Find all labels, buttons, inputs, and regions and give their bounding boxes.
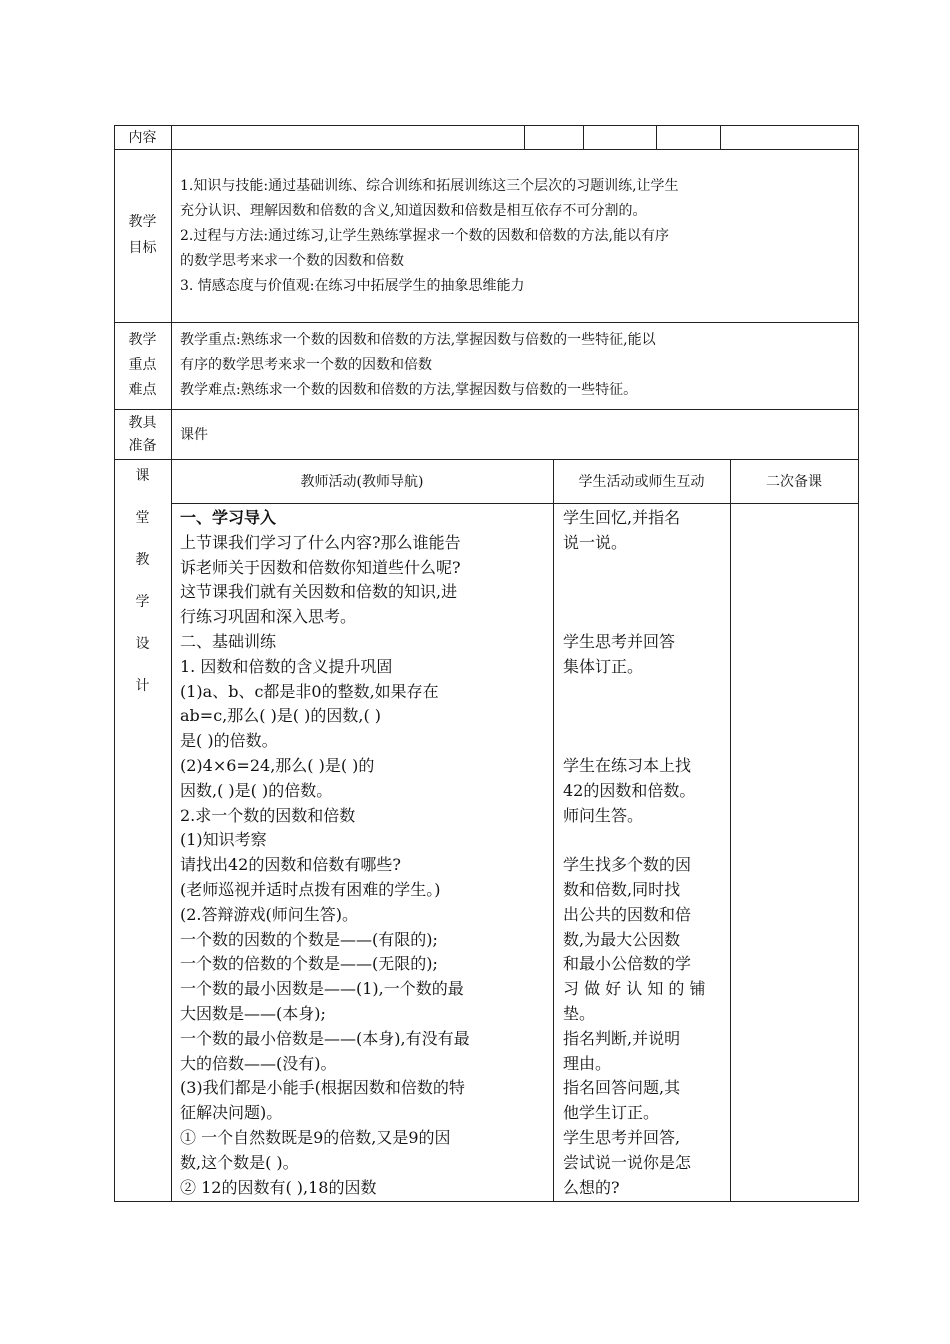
second-prep-header: 二次备课 [766, 474, 822, 490]
teacher-activity-line: 二、基础训练 [180, 632, 277, 651]
goals-line: 2.过程与方法:通过练习,让学生熟练掌握求一个数的因数和倍数的方法,能以有序 [180, 228, 669, 244]
table-col-divider [730, 459, 731, 1202]
teacher-activity-line: 一个数的倍数的个数是——(无限的); [180, 954, 438, 974]
teacher-activity-line: 一个数的最小因数是——(1),一个数的最 [180, 979, 464, 999]
teacher-activity-line: 一个数的因数的个数是——(有限的); [180, 929, 438, 949]
student-activity-line: 数和倍数,同时找 [563, 880, 681, 899]
student-activity-line: 数,为最大公因数 [563, 929, 681, 949]
student-activity-line: 么想的? [563, 1177, 620, 1197]
teacher-activity-line: (2.答辩游戏(师问生答)。 [180, 904, 358, 924]
teacher-activity-line: 行练习巩固和深入思考。 [180, 607, 357, 627]
student-activity-line: 学生思考并回答 [563, 632, 676, 651]
table-col-divider [524, 125, 525, 149]
student-activity-line: 学生回忆,并指名 [563, 508, 681, 527]
student-activity-line: 和最小公倍数的学 [563, 954, 692, 974]
design-label-char: 学 [135, 594, 150, 610]
goals-label-line2: 目标 [128, 240, 157, 256]
teacher-activity-line: 征解决问题)。 [180, 1103, 283, 1123]
student-activity-line: 他学生订正。 [563, 1103, 660, 1123]
teacher-activity-line: 大的倍数——(没有)。 [180, 1053, 337, 1073]
teacher-activity-line: (1)a、b、c都是非0的整数,如果存在 [180, 681, 439, 701]
teacher-activity-line: ① 一个自然数既是9的倍数,又是9的因 [180, 1128, 451, 1147]
table-row-divider [171, 503, 859, 504]
teacher-activity-line: 大因数是——(本身); [180, 1004, 326, 1023]
key-label-line2: 重点 [128, 357, 157, 373]
tools-value: 课件 [180, 427, 208, 443]
student-activity-line: 42的因数和倍数。 [563, 780, 696, 800]
table-row-divider [114, 409, 859, 410]
teacher-activity-line: (1)知识考察 [180, 830, 267, 850]
table-row-divider [114, 149, 859, 150]
key-label-line3: 难点 [128, 382, 157, 398]
teacher-activity-line: 这节课我们就有关因数和倍数的知识,进 [180, 582, 458, 602]
student-activity-header: 学生活动或师生互动 [578, 474, 705, 490]
teacher-activity-line: (2)4×6=24,那么( )是( )的 [180, 756, 375, 775]
key-line: 教学重点:熟练求一个数的因数和倍数的方法,掌握因数与倍数的一些特征,能以 [180, 332, 656, 348]
teacher-activity-line: 请找出42的因数和倍数有哪些? [180, 855, 401, 875]
student-activity-line: 集体订正。 [563, 656, 644, 676]
teacher-activity-line: 是( )的倍数。 [180, 731, 278, 751]
student-activity-line: 习 做 好 认 知 的 铺 [563, 979, 706, 999]
key-label-line1: 教学 [128, 332, 157, 348]
table-row-divider [114, 322, 859, 323]
key-line: 教学难点:熟练求一个数的因数和倍数的方法,掌握因数与倍数的一些特征。 [180, 382, 638, 398]
teacher-activity-line: 1. 因数和倍数的含义提升巩固 [180, 656, 393, 676]
student-activity-line: 学生在练习本上找 [563, 756, 692, 775]
teacher-activity-line: ② 12的因数有( ),18的因数 [180, 1177, 377, 1197]
teacher-activity-line: 上节课我们学习了什么内容?那么谁能告 [180, 532, 461, 552]
design-label-char: 设 [135, 636, 150, 652]
table-col-divider [656, 125, 657, 149]
student-activity-line: 说一说。 [563, 532, 628, 552]
teacher-activity-line: 一、学习导入 [180, 508, 277, 527]
teacher-activity-line: ab=c,那么( )是( )的因数,( ) [180, 706, 382, 726]
teacher-activity-line: 2.求一个数的因数和倍数 [180, 805, 356, 825]
table-border-left [114, 125, 115, 1202]
design-label-char: 堂 [135, 510, 150, 526]
design-label-char: 教 [135, 552, 150, 568]
student-activity-line: 学生思考并回答, [563, 1128, 681, 1147]
table-col-divider [720, 125, 721, 149]
student-activity-line: 理由。 [563, 1053, 612, 1073]
student-activity-line: 师问生答。 [563, 805, 644, 825]
teacher-activity-header: 教师活动(教师导航) [300, 474, 424, 490]
student-activity-line: 出公共的因数和倍 [563, 904, 692, 924]
student-activity-line: 学生找多个数的因 [563, 855, 692, 875]
design-label-char: 计 [135, 678, 150, 694]
table-col-divider [171, 125, 172, 1202]
tools-label-line2: 准备 [128, 438, 157, 454]
student-activity-line: 垫。 [563, 1004, 596, 1023]
teacher-activity-line: (老师巡视并适时点拨有困难的学生。) [180, 880, 441, 899]
teacher-activity-line: 一个数的最小倍数是——(本身),有没有最 [180, 1028, 470, 1048]
design-label-char: 课 [135, 468, 150, 484]
tools-label-line1: 教具 [128, 415, 157, 431]
table-border-top [114, 125, 859, 126]
table-row-divider [114, 459, 859, 460]
teacher-activity-line: 数,这个数是( )。 [180, 1152, 299, 1172]
teacher-activity-line: (3)我们都是小能手(根据因数和倍数的特 [180, 1078, 465, 1098]
student-activity-line: 指名回答问题,其 [563, 1078, 681, 1098]
student-activity-line: 指名判断,并说明 [563, 1028, 681, 1048]
table-col-divider [583, 125, 584, 149]
goals-line: 1.知识与技能:通过基础训练、综合训练和拓展训练这三个层次的习题训练,让学生 [180, 178, 679, 194]
goals-line: 3. 情感态度与价值观:在练习中拓展学生的抽象思维能力 [180, 278, 525, 294]
goals-line: 的数学思考来求一个数的因数和倍数 [180, 253, 404, 269]
goals-line: 充分认识、理解因数和倍数的含义,知道因数和倍数是相互依存不可分割的。 [180, 203, 647, 219]
table-border-right [858, 125, 859, 1202]
table-border-bottom [114, 1201, 859, 1202]
goals-label-line1: 教学 [128, 214, 157, 230]
teacher-activity-line: 诉老师关于因数和倍数你知道些什么呢? [180, 557, 461, 577]
student-activity-line: 尝试说一说你是怎 [563, 1152, 692, 1172]
key-line: 有序的数学思考来求一个数的因数和倍数 [180, 357, 432, 373]
teacher-activity-line: 因数,( )是( )的倍数。 [180, 780, 333, 800]
table-col-divider [553, 459, 554, 1202]
content-label: 内容 [128, 130, 157, 146]
